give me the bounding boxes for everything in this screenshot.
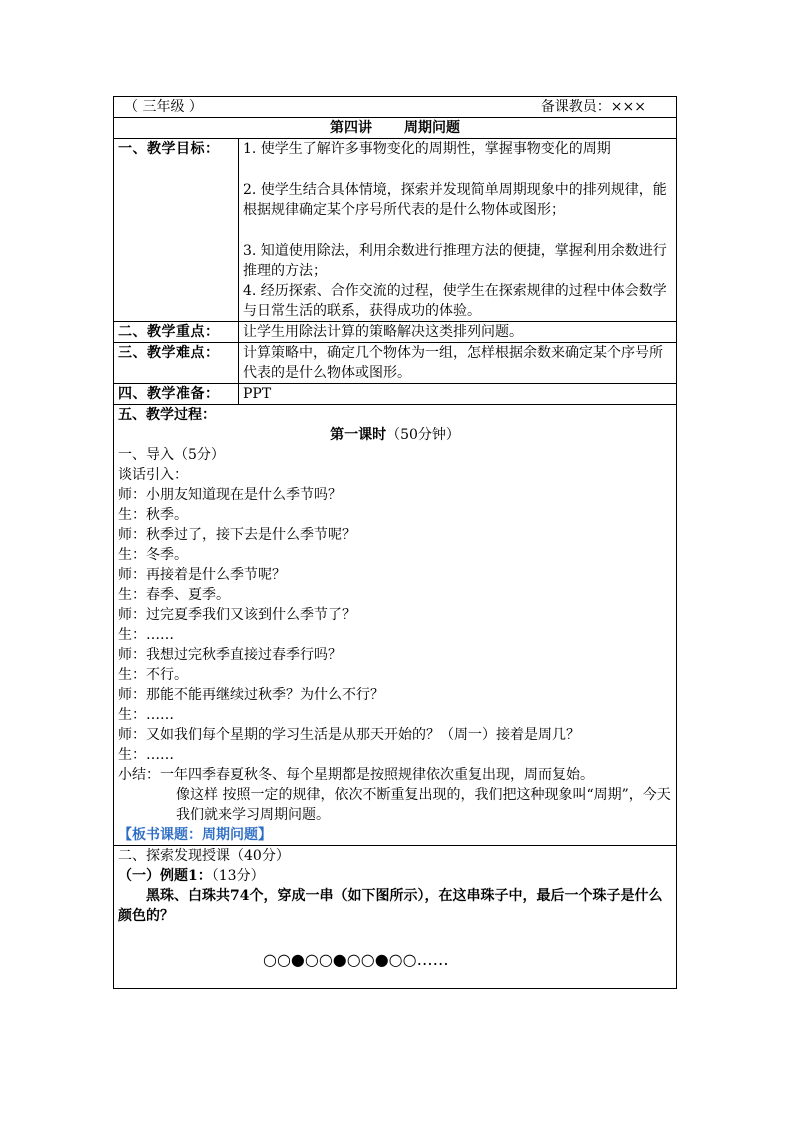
- key-point-content: 让学生用除法计算的策略解决这类排列问题。: [239, 322, 677, 343]
- bead-sequence: ○○●○○●○○●○○……: [263, 950, 449, 969]
- dialogue-line: 师：又如我们每个星期的学习生活是从那天开始的？（周一）接着是周几？: [118, 727, 580, 743]
- explore-row: [114, 846, 677, 989]
- dialogue-line: 生：……: [118, 627, 174, 643]
- dialogue-line: 生：……: [118, 707, 174, 723]
- period-heading: [118, 425, 672, 445]
- difficulty-content: 计算策略中，确定几个物体为一组，怎样根据余数来确定某个序号所代表的是什么物体或图形。: [239, 343, 677, 384]
- goals-row: [114, 139, 677, 322]
- example-time: （13分）: [211, 868, 265, 884]
- lecture-topic: 周期问题: [404, 120, 460, 136]
- title-row: [114, 118, 677, 139]
- preparation-label: 四、教学准备：: [114, 384, 239, 405]
- dialogue-line: 生：冬季。: [118, 547, 188, 563]
- summary-continuation: 像这样 按照一定的规律，依次不断重复出现的，我们把这种现象叫“周期”，今天我们就来学习周期问题。: [176, 787, 671, 823]
- dialogue-line: 生：……: [118, 747, 174, 763]
- goals-content: [239, 139, 677, 322]
- key-point-label: 二、教学重点：: [114, 322, 239, 343]
- dialogue-line: 谈话引入：: [118, 467, 188, 483]
- intro-heading: 一、导入（5分）: [118, 447, 225, 463]
- process-content: [114, 405, 677, 846]
- explore-heading: 二、探索发现授课（40分）: [118, 848, 290, 864]
- dialogue-line: 师：过完夏季我们又该到什么季节了？: [118, 607, 356, 623]
- page-title: [114, 118, 677, 139]
- process-label: 五、教学过程：: [118, 407, 216, 423]
- preparation-content: PPT: [239, 384, 677, 405]
- dialogue-line: 师：秋季过了，接下去是什么季节呢？: [118, 527, 356, 543]
- period-label: 第一课时: [330, 427, 387, 443]
- lecture-number: 第四讲: [330, 120, 372, 136]
- explore-content: [114, 846, 677, 989]
- goal-item: 3. 知道使用除法，利用余数进行推理方法的便捷，掌握利用余数进行推理的方法；: [243, 243, 667, 279]
- difficulty-label: 三、教学难点：: [114, 343, 239, 384]
- lesson-plan-table: [113, 96, 677, 989]
- preparation-row: [114, 384, 677, 405]
- goal-item: 4. 经历探索、合作交流的过程，使学生在探索规律的过程中体会数学与日常生活的联系，获得成功的体验。: [243, 283, 667, 319]
- difficulty-row: [114, 343, 677, 384]
- dialogue-line: 师：我想过完秋季直接过春季行吗？: [118, 647, 342, 663]
- example-label: （一）例题1：: [118, 868, 212, 884]
- goal-item: 1. 使学生了解许多事物变化的周期性，掌握事物变化的周期: [243, 141, 611, 157]
- grade-label: （ 三年级 ）: [124, 99, 203, 115]
- period-duration: （50分钟）: [386, 427, 460, 443]
- board-title: 【板书课题：周期问题】: [118, 827, 272, 843]
- goal-item: 2. 使学生结合具体情境，探索并发现简单周期现象中的排列规律，能根据规律确定某个序号所代表的是什么物体或图形；: [243, 182, 667, 218]
- dialogue-line: 师：那能不能再继续过秋季？为什么不行？: [118, 687, 384, 703]
- dialogue-line: 生：不行。: [118, 667, 188, 683]
- example-heading: [118, 866, 672, 886]
- dialogue-line: 师：再接着是什么季节呢？: [118, 567, 286, 583]
- example-question: 黑珠、白珠共74个，穿成一串（如下图所示），在这串珠子中，最后一个珠子是什么颜色的？: [118, 888, 663, 924]
- lesson-plan-document: [113, 96, 676, 989]
- dialogue-line: 生：春季、夏季。: [118, 587, 230, 603]
- dialogue-list: [118, 465, 672, 765]
- dialogue-line: 师：小朋友知道现在是什么季节吗？: [118, 487, 342, 503]
- summary-line: 小结：一年四季春夏秋冬、每个星期都是按照规律依次重复出现，周而复始。: [118, 767, 594, 783]
- goals-label: 一、教学目标：: [114, 139, 239, 322]
- teacher-label: 备课教员：×××: [540, 99, 647, 115]
- key-point-row: [114, 322, 677, 343]
- process-row: [114, 405, 677, 846]
- dialogue-line: 生：秋季。: [118, 507, 188, 523]
- header-row: [114, 97, 677, 118]
